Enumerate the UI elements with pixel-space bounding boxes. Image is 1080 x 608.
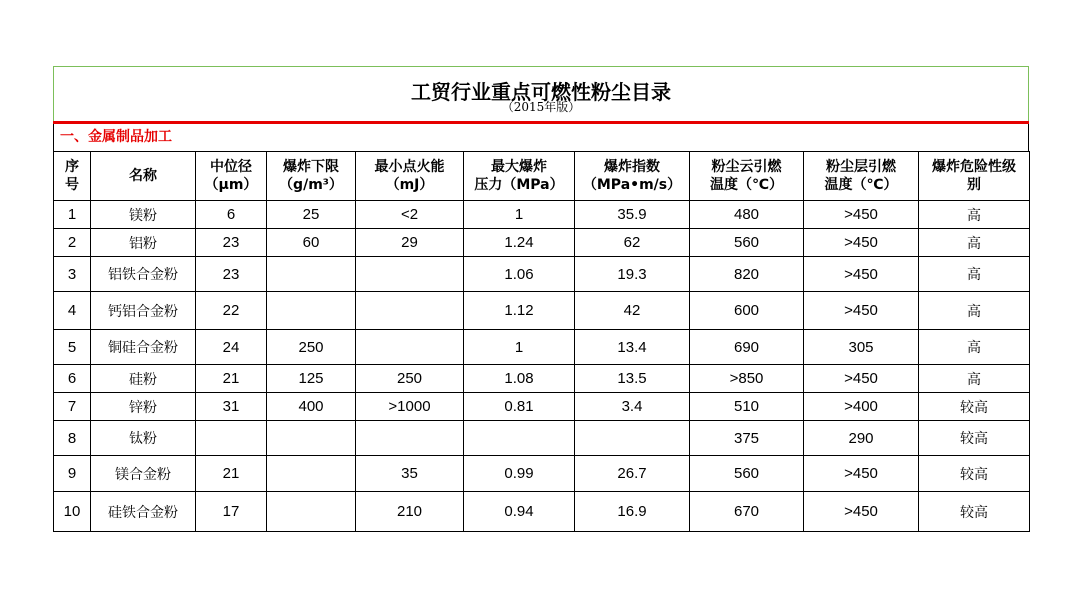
- column-header-line: 爆炸指数: [604, 159, 660, 175]
- table-row: [54, 365, 1030, 393]
- table-cell: 290: [804, 421, 919, 456]
- table-cell: [196, 421, 267, 456]
- table-cell: 较高: [919, 456, 1030, 492]
- table-cell: 6: [54, 365, 91, 393]
- table-cell: 镁合金粉: [91, 456, 196, 492]
- column-header: [267, 152, 356, 201]
- table-cell: 钙铝合金粉: [91, 292, 196, 330]
- table-cell: 17: [196, 492, 267, 532]
- table-cell: 560: [690, 456, 804, 492]
- column-header: [91, 152, 196, 201]
- table-cell: 3.4: [575, 393, 690, 421]
- column-header: [464, 152, 575, 201]
- table-cell: >450: [804, 456, 919, 492]
- column-header: [575, 152, 690, 201]
- column-header-line: 温度（℃）: [710, 177, 783, 193]
- table-cell: 10: [54, 492, 91, 532]
- table-cell: >450: [804, 257, 919, 292]
- table-cell: 1.24: [464, 229, 575, 257]
- table-cell: 31: [196, 393, 267, 421]
- table-cell: 19.3: [575, 257, 690, 292]
- table-row: [54, 421, 1030, 456]
- table-cell: [464, 421, 575, 456]
- table-cell: >850: [690, 365, 804, 393]
- column-header-line: 粉尘层引燃: [826, 159, 896, 175]
- table-cell: 42: [575, 292, 690, 330]
- table-cell: 125: [267, 365, 356, 393]
- column-header-line: 序: [65, 159, 79, 175]
- title-box: [53, 66, 1029, 121]
- table-cell: >450: [804, 365, 919, 393]
- table-cell: [356, 257, 464, 292]
- table-cell: 3: [54, 257, 91, 292]
- table-cell: 210: [356, 492, 464, 532]
- table-cell: 29: [356, 229, 464, 257]
- table-cell: [267, 421, 356, 456]
- table-cell: 硅粉: [91, 365, 196, 393]
- column-header-line: 温度（℃）: [824, 177, 898, 193]
- column-header-line: 粉尘云引燃: [711, 159, 782, 175]
- table-row: [54, 330, 1030, 365]
- table-cell: 9: [54, 456, 91, 492]
- table-cell: 0.99: [464, 456, 575, 492]
- table-cell: >1000: [356, 393, 464, 421]
- section-heading: 一、金属制品加工: [53, 124, 1029, 151]
- table-cell: 26.7: [575, 456, 690, 492]
- table-cell: 铝铁合金粉: [91, 257, 196, 292]
- table-cell: [356, 421, 464, 456]
- table-cell: 400: [267, 393, 356, 421]
- column-header: [54, 152, 91, 201]
- table-cell: 5: [54, 330, 91, 365]
- column-header-line: （mJ）: [385, 177, 434, 193]
- table-row: [54, 257, 1030, 292]
- table-cell: 560: [690, 229, 804, 257]
- column-header-line: 压力（MPa）: [474, 177, 564, 193]
- table-cell: 1.06: [464, 257, 575, 292]
- table-cell: 305: [804, 330, 919, 365]
- table-cell: 钛粉: [91, 421, 196, 456]
- table-cell: 高: [919, 365, 1030, 393]
- table-cell: 高: [919, 330, 1030, 365]
- table-cell: 8: [54, 421, 91, 456]
- column-header-line: （μm）: [204, 177, 258, 193]
- table-cell: 2: [54, 229, 91, 257]
- table-cell: >450: [804, 492, 919, 532]
- table-cell: <2: [356, 201, 464, 229]
- table-cell: 1.12: [464, 292, 575, 330]
- table-cell: 250: [356, 365, 464, 393]
- table-cell: 600: [690, 292, 804, 330]
- table-cell: 250: [267, 330, 356, 365]
- table-cell: [575, 421, 690, 456]
- table-cell: [267, 456, 356, 492]
- table-row: [54, 229, 1030, 257]
- table-cell: 21: [196, 365, 267, 393]
- table-cell: 375: [690, 421, 804, 456]
- column-header-line: 爆炸下限: [283, 159, 339, 175]
- table-cell: 25: [267, 201, 356, 229]
- table-cell: 镁粉: [91, 201, 196, 229]
- table-cell: 1.08: [464, 365, 575, 393]
- table-cell: 铝粉: [91, 229, 196, 257]
- table-cell: 60: [267, 229, 356, 257]
- table-cell: 21: [196, 456, 267, 492]
- table-row: [54, 393, 1030, 421]
- table-cell: 较高: [919, 393, 1030, 421]
- table-cell: 硅铁合金粉: [91, 492, 196, 532]
- table-cell: 510: [690, 393, 804, 421]
- table-cell: 23: [196, 229, 267, 257]
- table-cell: >450: [804, 229, 919, 257]
- table-cell: [356, 330, 464, 365]
- table-cell: 0.94: [464, 492, 575, 532]
- table-cell: 4: [54, 292, 91, 330]
- column-header-line: （MPa•m/s）: [582, 177, 682, 193]
- column-header-line: 爆炸危险性级: [932, 159, 1016, 175]
- column-header-line: 别: [967, 177, 981, 193]
- table-cell: 0.81: [464, 393, 575, 421]
- table-cell: 35.9: [575, 201, 690, 229]
- table-cell: [267, 292, 356, 330]
- table-cell: >450: [804, 201, 919, 229]
- table-cell: [356, 292, 464, 330]
- table-cell: 13.4: [575, 330, 690, 365]
- table-cell: 锌粉: [91, 393, 196, 421]
- table-cell: 高: [919, 229, 1030, 257]
- table-body: [54, 201, 1030, 532]
- dust-table: [53, 151, 1030, 532]
- table-cell: 较高: [919, 421, 1030, 456]
- table-cell: 62: [575, 229, 690, 257]
- table-cell: 高: [919, 201, 1030, 229]
- column-header: [804, 152, 919, 201]
- column-header: [196, 152, 267, 201]
- table-cell: 13.5: [575, 365, 690, 393]
- table-row: [54, 292, 1030, 330]
- column-header-line: （g/m³）: [279, 177, 343, 193]
- table-cell: 690: [690, 330, 804, 365]
- table-cell: 23: [196, 257, 267, 292]
- document-title: 工贸行业重点可燃性粉尘目录: [411, 80, 671, 104]
- table-row: [54, 456, 1030, 492]
- table-cell: 1: [54, 201, 91, 229]
- table-cell: 7: [54, 393, 91, 421]
- table-row: [54, 492, 1030, 532]
- column-header: [919, 152, 1030, 201]
- table-cell: 480: [690, 201, 804, 229]
- table-cell: 较高: [919, 492, 1030, 532]
- table-cell: [267, 492, 356, 532]
- column-header-line: 最大爆炸: [491, 159, 547, 175]
- table-cell: >400: [804, 393, 919, 421]
- table-cell: 16.9: [575, 492, 690, 532]
- table-cell: 1: [464, 330, 575, 365]
- table-cell: >450: [804, 292, 919, 330]
- table-cell: 670: [690, 492, 804, 532]
- table-cell: 24: [196, 330, 267, 365]
- table-cell: [267, 257, 356, 292]
- column-header-line: 名称: [129, 168, 157, 184]
- column-header-line: 中位径: [210, 159, 252, 175]
- table-cell: 6: [196, 201, 267, 229]
- column-header: [690, 152, 804, 201]
- column-header-line: 最小点火能: [374, 159, 445, 175]
- column-header-line: 号: [65, 177, 79, 193]
- table-cell: 22: [196, 292, 267, 330]
- table-cell: 铜硅合金粉: [91, 330, 196, 365]
- table-cell: 高: [919, 292, 1030, 330]
- table-cell: 1: [464, 201, 575, 229]
- table-cell: 35: [356, 456, 464, 492]
- table-cell: 高: [919, 257, 1030, 292]
- document-sheet: [53, 66, 1029, 532]
- table-row: [54, 201, 1030, 229]
- table-header-row: [54, 152, 1030, 201]
- table-cell: 820: [690, 257, 804, 292]
- document-subtitle: （2015年版）: [501, 100, 581, 114]
- column-header: [356, 152, 464, 201]
